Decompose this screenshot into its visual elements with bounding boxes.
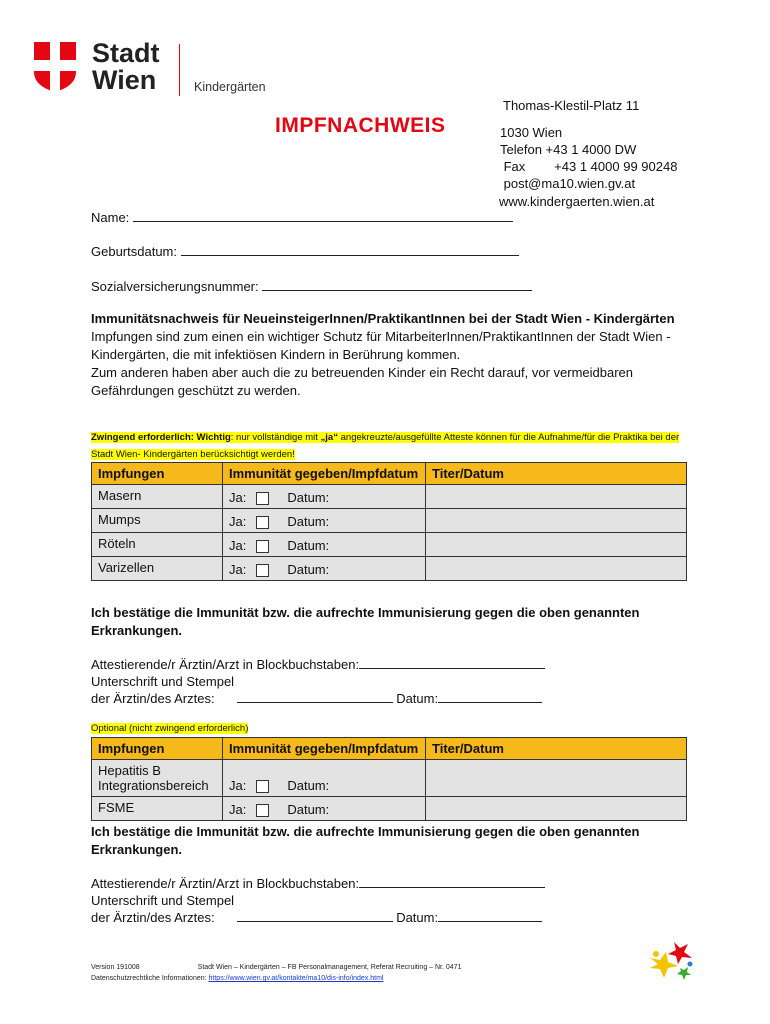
vaccine-name: Varizellen (92, 557, 223, 581)
logo-subtitle: Kindergärten (194, 80, 266, 94)
datum-label: Datum: (287, 777, 330, 793)
date-label: Datum: (396, 910, 439, 925)
logo-line2: Wien (92, 65, 157, 95)
signature-block-2 (91, 875, 691, 926)
intro-block (91, 310, 691, 400)
footer-org: Stadt Wien – Kindergärten – FB Personalmanagement, Referat Recruiting – Nr. 0471 (197, 964, 462, 971)
table-row (92, 557, 687, 581)
star-figure-red-icon (668, 942, 692, 964)
table-row (92, 509, 687, 533)
ja-label: Ja: (229, 561, 247, 577)
titer-cell[interactable] (426, 533, 687, 557)
footer-privacy-label: Datenschutzrechtliche Informationen: (91, 975, 209, 982)
titer-cell[interactable] (426, 797, 687, 821)
physician-name-label: Attestierende/r Ärztin/Arzt in Blockbuchstaben: (91, 657, 360, 672)
confirmation-text-2: Ich bestätige die Immunität bzw. die aufrechte Immunisierung gegen die oben genannten Erkrankungen. (91, 824, 640, 857)
required-note-bold: Zwingend erforderlich: Wichtig (91, 432, 231, 443)
ja-checkbox[interactable] (256, 516, 269, 529)
physician-name-line[interactable] (359, 656, 545, 669)
page-title: IMPFNACHWEIS (275, 114, 446, 137)
datum-label: Datum: (287, 537, 330, 553)
birthdate-label: Geburtsdatum: (91, 244, 177, 259)
titer-cell[interactable] (426, 485, 687, 509)
physician-name-label: Attestierende/r Ärztin/Arzt in Blockbuchstaben: (91, 876, 360, 891)
ja-label: Ja: (229, 777, 247, 793)
required-note-ja: „ja“ (320, 432, 338, 443)
vaccine-name: Masern (92, 485, 223, 509)
confirmation-text: Ich bestätige die Immunität bzw. die aufrechte Immunisierung gegen die oben genannten Erkrankungen. (91, 605, 640, 638)
address-fax: Fax +43 1 4000 99 90248 (500, 159, 678, 174)
table-row (92, 485, 687, 509)
ja-checkbox[interactable] (256, 780, 269, 793)
stamp-label: Unterschrift und Stempel (91, 893, 235, 908)
ja-label: Ja: (229, 513, 247, 529)
datum-label: Datum: (287, 513, 330, 529)
required-note-text2: angekreuzte/ausgefüllte Atteste können für die Aufnahme/für die Praktika bei der Stadt Wien- Kindergärten berücksichtigt werden! (91, 432, 680, 460)
col-titer: Titer/Datum (426, 463, 687, 485)
signature-line[interactable] (237, 909, 393, 922)
titer-cell[interactable] (426, 760, 687, 797)
datum-label: Datum: (287, 489, 330, 505)
dot-icon (688, 962, 693, 967)
table-row (92, 797, 687, 821)
name-label: Name: (91, 210, 130, 225)
table-row (92, 760, 687, 797)
optional-vaccination-table (91, 737, 687, 821)
physician-label: der Ärztin/des Arztes: (91, 691, 215, 706)
immunity-cell (223, 485, 426, 509)
signature-block (91, 656, 691, 707)
address-city: 1030 Wien (500, 125, 563, 140)
date-line[interactable] (438, 909, 542, 922)
vaccine-name: Mumps (92, 509, 223, 533)
vaccine-name: FSME (92, 797, 223, 821)
ja-label: Ja: (229, 489, 247, 505)
ja-checkbox[interactable] (256, 804, 269, 817)
titer-cell[interactable] (426, 557, 687, 581)
footer (91, 962, 461, 984)
address-web: www.kindergaerten.wien.at (499, 194, 655, 209)
ssn-label: Sozialversicherungsnummer: (91, 279, 259, 294)
ssn-input-line[interactable] (262, 278, 532, 291)
intro-paragraph-1: Impfungen sind zum einen ein wichtiger Schutz für MitarbeiterInnen/PraktikantInnen der Stadt Wien - Kindergärten, die mit infektiösen Kindern in Berührung kommen. (91, 329, 671, 362)
immunity-cell (223, 557, 426, 581)
date-line[interactable] (438, 690, 542, 703)
stamp-label: Unterschrift und Stempel (91, 674, 235, 689)
datum-label: Datum: (287, 801, 330, 817)
address-street: Thomas-Klestil-Platz 11 (503, 98, 640, 113)
required-vaccination-table (91, 462, 687, 581)
required-note (91, 429, 681, 463)
dot-icon (653, 951, 659, 957)
stadt-wien-logo (34, 38, 266, 98)
children-figures-icon (646, 938, 698, 982)
immunity-cell (223, 760, 426, 797)
intro-paragraph-2: Zum anderen haben aber auch die zu betreuenden Kinder ein Recht darauf, vor vermeidbaren Gefährdungen geschützt zu werden. (91, 365, 634, 398)
immunity-cell (223, 533, 426, 557)
name-field[interactable] (91, 209, 513, 225)
col-immunitaet: Immunität gegeben/Impfdatum (223, 738, 426, 760)
vaccine-name: Röteln (92, 533, 223, 557)
birthdate-input-line[interactable] (181, 243, 519, 256)
required-note-text1: : nur vollständige mit (230, 432, 321, 443)
table-header-row (92, 738, 687, 760)
ja-checkbox[interactable] (256, 540, 269, 553)
immunity-cell (223, 797, 426, 821)
titer-cell[interactable] (426, 509, 687, 533)
physician-name-line[interactable] (359, 875, 545, 888)
address-phone: Telefon +43 1 4000 DW (500, 142, 637, 157)
date-label: Datum: (396, 691, 439, 706)
datum-label: Datum: (287, 561, 330, 577)
ja-checkbox[interactable] (256, 492, 269, 505)
logo-divider (179, 44, 180, 96)
col-titer: Titer/Datum (426, 738, 687, 760)
ja-label: Ja: (229, 537, 247, 553)
col-impfungen: Impfungen (92, 738, 223, 760)
ja-checkbox[interactable] (256, 564, 269, 577)
logo-line1: Stadt (92, 38, 160, 68)
ssn-field[interactable] (91, 278, 532, 294)
col-impfungen: Impfungen (92, 463, 223, 485)
immunity-cell (223, 509, 426, 533)
vaccine-name: Hepatitis B Integrationsbereich (92, 760, 223, 797)
birthdate-field[interactable] (91, 243, 519, 259)
footer-version: Version 191008 (91, 964, 140, 971)
optional-note: Optional (nicht zwingend erforderlich) (91, 723, 249, 734)
ja-label: Ja: (229, 801, 247, 817)
col-immunitaet: Immunität gegeben/Impfdatum (223, 463, 426, 485)
table-header-row (92, 463, 687, 485)
intro-heading: Immunitätsnachweis für NeueinsteigerInnen/PraktikantInnen bei der Stadt Wien - Kindergärten (91, 311, 675, 326)
wien-shield-icon (34, 42, 76, 92)
address-email: post@ma10.wien.gv.at (500, 176, 636, 191)
signature-line[interactable] (237, 690, 393, 703)
privacy-link[interactable]: https://www.wien.gv.at/kontakte/ma10/dis-info/index.html (208, 975, 384, 982)
name-input-line[interactable] (133, 209, 513, 222)
physician-label: der Ärztin/des Arztes: (91, 910, 215, 925)
table-row (92, 533, 687, 557)
star-figure-green-icon (677, 967, 691, 980)
